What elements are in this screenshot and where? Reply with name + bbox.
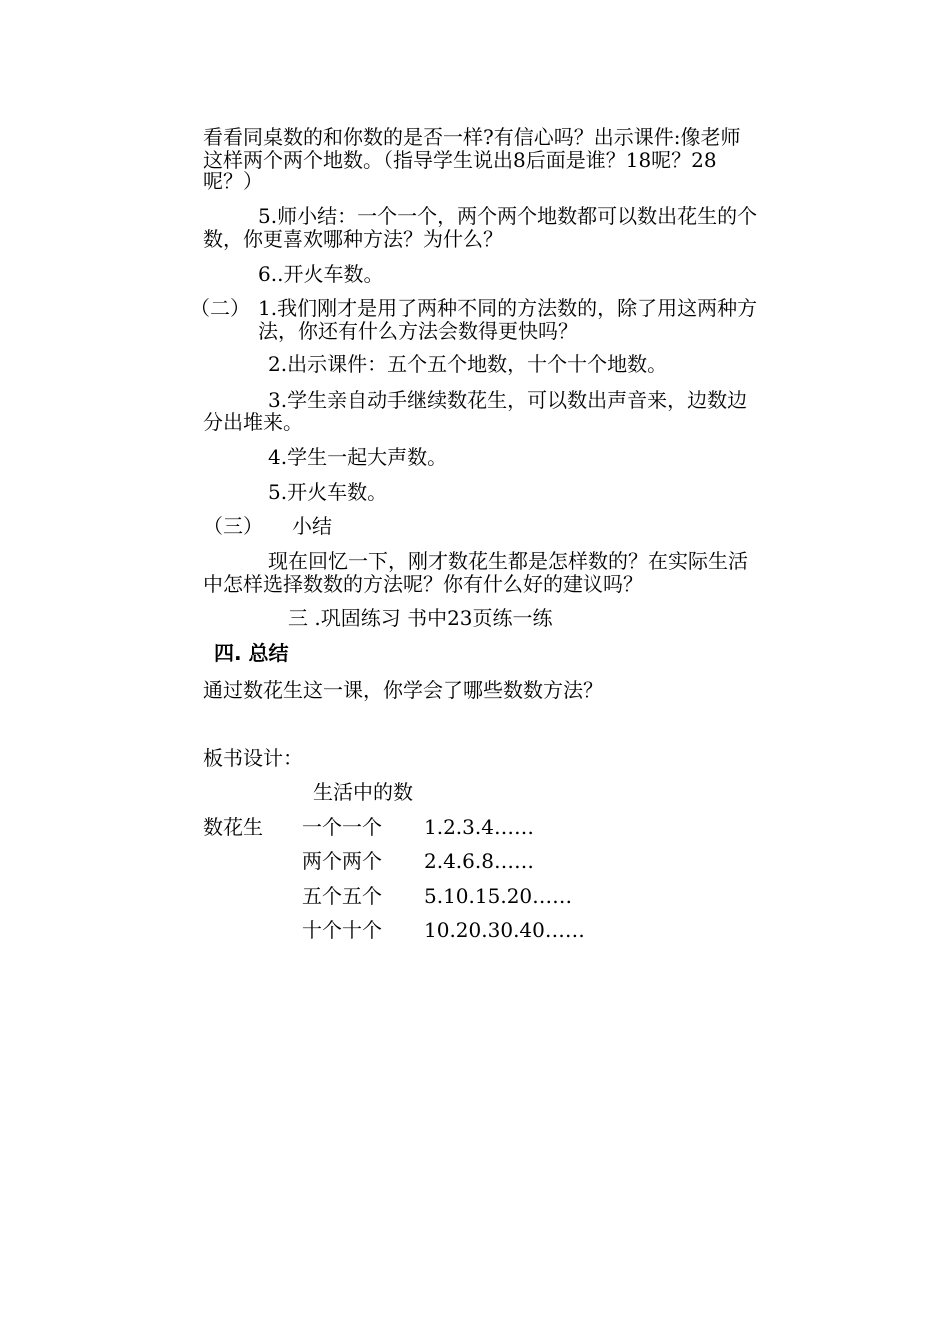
board-sequence: 1.2.3.4…… xyxy=(424,815,534,839)
board-topic: 数花生 xyxy=(203,815,263,839)
board-method: 五个五个 xyxy=(302,884,382,908)
section-label: （二） xyxy=(190,296,250,320)
board-method: 两个两个 xyxy=(302,849,382,873)
board-sequence: 2.4.6.8…… xyxy=(424,849,534,873)
paragraph-line: 3.学生亲自动手继续数花生，可以数出声音来，边数边 xyxy=(268,388,748,412)
board-sequence: 10.20.30.40…… xyxy=(424,918,585,942)
paragraph-line: 1.我们刚才是用了两种不同的方法数的，除了用这两种方 xyxy=(258,296,758,320)
paragraph-line: 分出堆来。 xyxy=(203,410,303,434)
paragraph-line: 5.开火车数。 xyxy=(268,480,388,504)
paragraph-line: 5.师小结：一个一个，两个两个地数都可以数出花生的个 xyxy=(258,204,758,228)
paragraph-line: 这样两个两个地数。（指导学生说出8后面是谁？18呢？28 xyxy=(203,148,717,172)
paragraph-line: 2.出示课件：五个五个地数，十个十个地数。 xyxy=(268,352,668,376)
paragraph-line: 6..开火车数。 xyxy=(258,262,384,286)
board-method: 一个一个 xyxy=(302,815,382,839)
board-title: 生活中的数 xyxy=(313,780,413,804)
board-method: 十个十个 xyxy=(302,918,382,942)
section-label: （三） xyxy=(203,514,263,538)
paragraph-line: 数，你更喜欢哪种方法？为什么？ xyxy=(203,227,503,251)
paragraph-line: 中怎样选择数数的方法呢？你有什么好的建议吗？ xyxy=(203,572,643,596)
paragraph-line: 法，你还有什么方法会数得更快吗？ xyxy=(258,319,578,343)
board-design-label: 板书设计： xyxy=(203,746,303,770)
paragraph-line: 4.学生一起大声数。 xyxy=(268,445,448,469)
paragraph-line: 通过数花生这一课，你学会了哪些数数方法？ xyxy=(203,678,603,702)
paragraph-line: 现在回忆一下，刚才数花生都是怎样数的？在实际生活 xyxy=(268,549,748,573)
paragraph-line: 看看同桌数的和你数的是否一样?有信心吗？出示课件:像老师 xyxy=(203,125,741,149)
section-title: 小结 xyxy=(292,514,332,538)
section-heading: 四. 总结 xyxy=(214,641,289,665)
board-sequence: 5.10.15.20…… xyxy=(424,884,573,908)
paragraph-line: 呢？） xyxy=(203,169,263,193)
paragraph-line: 三 .巩固练习 书中23页练一练 xyxy=(288,606,553,630)
